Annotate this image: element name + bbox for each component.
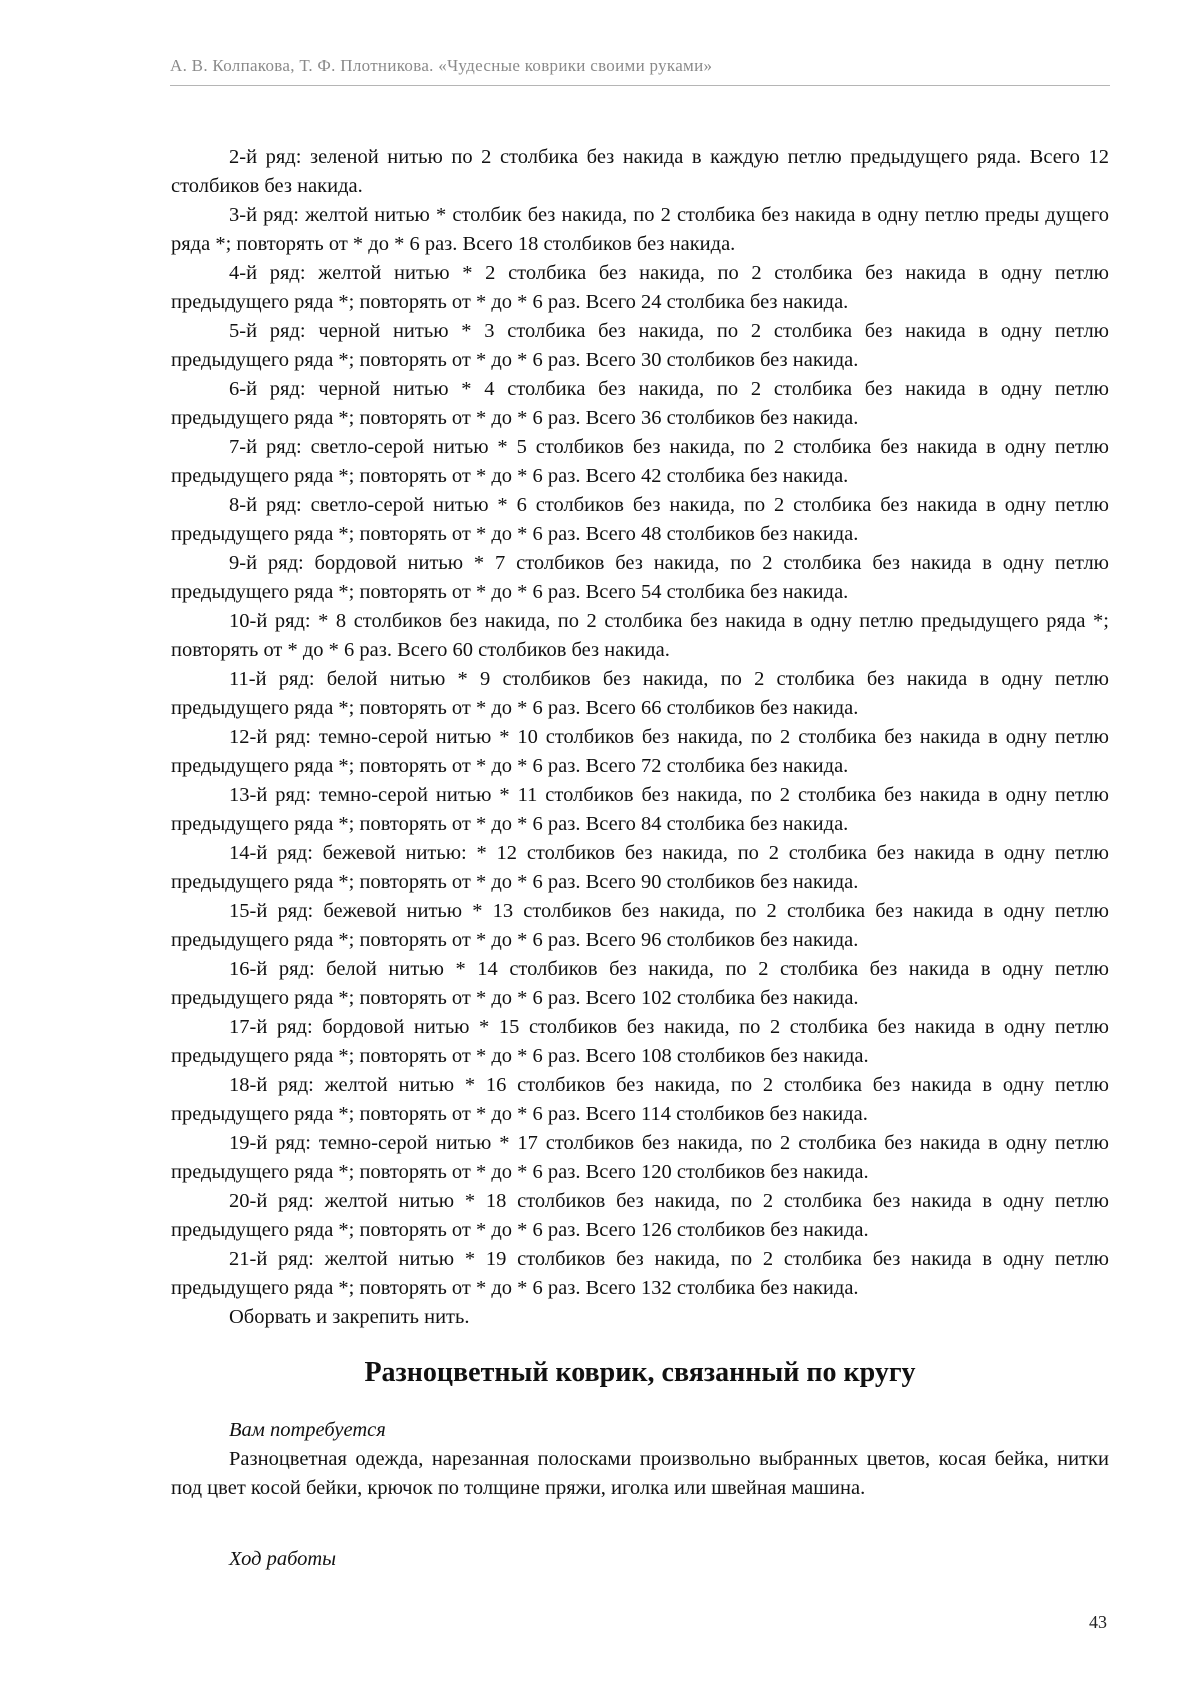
row-paragraph: 11-й ряд: белой нитью * 9 столбиков без накида, по 2 столбика без накида в одну петлю предыдущего ряда *; повторять от * до * 6 раз. Всего 66 столбиков без накида. xyxy=(171,668,1109,719)
row-paragraph: 8-й ряд: светло-серой нитью * 6 столбиков без накида, по 2 столбика без накида в одну петлю предыдущего ряда *; повторять от * до * 6 раз. Всего 48 столбиков без накида. xyxy=(171,494,1109,545)
instructions-body xyxy=(171,143,1109,1332)
header-divider xyxy=(170,85,1110,86)
row-paragraph: 10-й ряд: * 8 столбиков без накида, по 2 столбика без накида в одну петлю предыдущего ряда *; повторять от * до * 6 раз. Всего 60 столбиков без накида. xyxy=(171,610,1109,661)
materials-block xyxy=(171,1416,1109,1503)
row-paragraph: 3-й ряд: желтой нитью * столбик без накида, по 2 столбика без накида в одну петлю преды дущего ряда *; повторять от * до * 6 раз. Всего 18 столбиков без накида. xyxy=(171,204,1109,255)
row-paragraph: 7-й ряд: светло-серой нитью * 5 столбиков без накида, по 2 столбика без накида в одну петлю предыдущего ряда *; повторять от * до * 6 раз. Всего 42 столбика без накида. xyxy=(171,436,1109,487)
row-paragraph: 21-й ряд: желтой нитью * 19 столбиков без накида, по 2 столбика без накида в одну петлю предыдущего ряда *; повторять от * до * 6 раз. Всего 132 столбика без накида. xyxy=(171,1248,1109,1299)
row-paragraph: 17-й ряд: бордовой нитью * 15 столбиков без накида, по 2 столбика без накида в одну петлю предыдущего ряда *; повторять от * до * 6 раз. Всего 108 столбиков без накида. xyxy=(171,1016,1109,1067)
row-paragraph: 20-й ряд: желтой нитью * 18 столбиков без накида, по 2 столбика без накида в одну петлю предыдущего ряда *; повторять от * до * 6 раз. Всего 126 столбиков без накида. xyxy=(171,1190,1109,1241)
row-paragraph: 12-й ряд: темно-серой нитью * 10 столбиков без накида, по 2 столбика без накида в одну петлю предыдущего ряда *; повторять от * до * 6 раз. Всего 72 столбика без накида. xyxy=(171,726,1109,777)
row-paragraph: 18-й ряд: желтой нитью * 16 столбиков без накида, по 2 столбика без накида в одну петлю предыдущего ряда *; повторять от * до * 6 раз. Всего 114 столбиков без накида. xyxy=(171,1074,1109,1125)
row-paragraph: 15-й ряд: бежевой нитью * 13 столбиков без накида, по 2 столбика без накида в одну петлю предыдущего ряда *; повторять от * до * 6 раз. Всего 96 столбиков без накида. xyxy=(171,900,1109,951)
materials-heading: Вам потребуется xyxy=(229,1419,386,1441)
row-paragraph: 5-й ряд: черной нитью * 3 столбика без накида, по 2 столбика без накида в одну петлю предыдущего ряда *; повторять от * до * 6 раз. Всего 30 столбиков без накида. xyxy=(171,320,1109,371)
row-paragraph: 4-й ряд: желтой нитью * 2 столбика без накида, по 2 столбика без накида в одну петлю предыдущего ряда *; повторять от * до * 6 раз. Всего 24 столбика без накида. xyxy=(171,262,1109,313)
page-number: 43 xyxy=(1089,1612,1107,1632)
materials-text: Разноцветная одежда, нарезанная полосками произвольно выбранных цветов, косая бейка, нитки под цвет косой бейки, крючок по толщине пряжи, иголка или швейная машина. xyxy=(171,1448,1109,1499)
row-paragraph: 14-й ряд: бежевой нитью: * 12 столбиков без накида, по 2 столбика без накида в одну петлю предыдущего ряда *; повторять от * до * 6 раз. Всего 90 столбиков без накида. xyxy=(171,842,1109,893)
row-paragraph: 9-й ряд: бордовой нитью * 7 столбиков без накида, по 2 столбика без накида в одну петлю предыдущего ряда *; повторять от * до * 6 раз. Всего 54 столбика без накида. xyxy=(171,552,1109,603)
row-paragraph: 2-й ряд: зеленой нитью по 2 столбика без накида в каждую петлю предыдущего ряда. Всего 12 столбиков без накида. xyxy=(171,146,1109,197)
finish-instruction: Оборвать и закрепить нить. xyxy=(229,1306,470,1328)
row-paragraph: 13-й ряд: темно-серой нитью * 11 столбиков без накида, по 2 столбика без накида в одну петлю предыдущего ряда *; повторять от * до * 6 раз. Всего 84 столбика без накида. xyxy=(171,784,1109,835)
section-title: Разноцветный коврик, связанный по кругу xyxy=(364,1357,916,1388)
row-paragraph: 19-й ряд: темно-серой нитью * 17 столбиков без накида, по 2 столбика без накида в одну петлю предыдущего ряда *; повторять от * до * 6 раз. Всего 120 столбиков без накида. xyxy=(171,1132,1109,1183)
row-paragraph: 6-й ряд: черной нитью * 4 столбика без накида, по 2 столбика без накида в одну петлю предыдущего ряда *; повторять от * до * 6 раз. Всего 36 столбиков без накида. xyxy=(171,378,1109,429)
row-paragraph: 16-й ряд: белой нитью * 14 столбиков без накида, по 2 столбика без накида в одну петлю предыдущего ряда *; повторять от * до * 6 раз. Всего 102 столбика без накида. xyxy=(171,958,1109,1009)
workflow-heading: Ход работы xyxy=(229,1548,337,1570)
running-header: А. В. Колпакова, Т. Ф. Плотникова. «Чудесные коврики своими руками» xyxy=(170,56,713,75)
